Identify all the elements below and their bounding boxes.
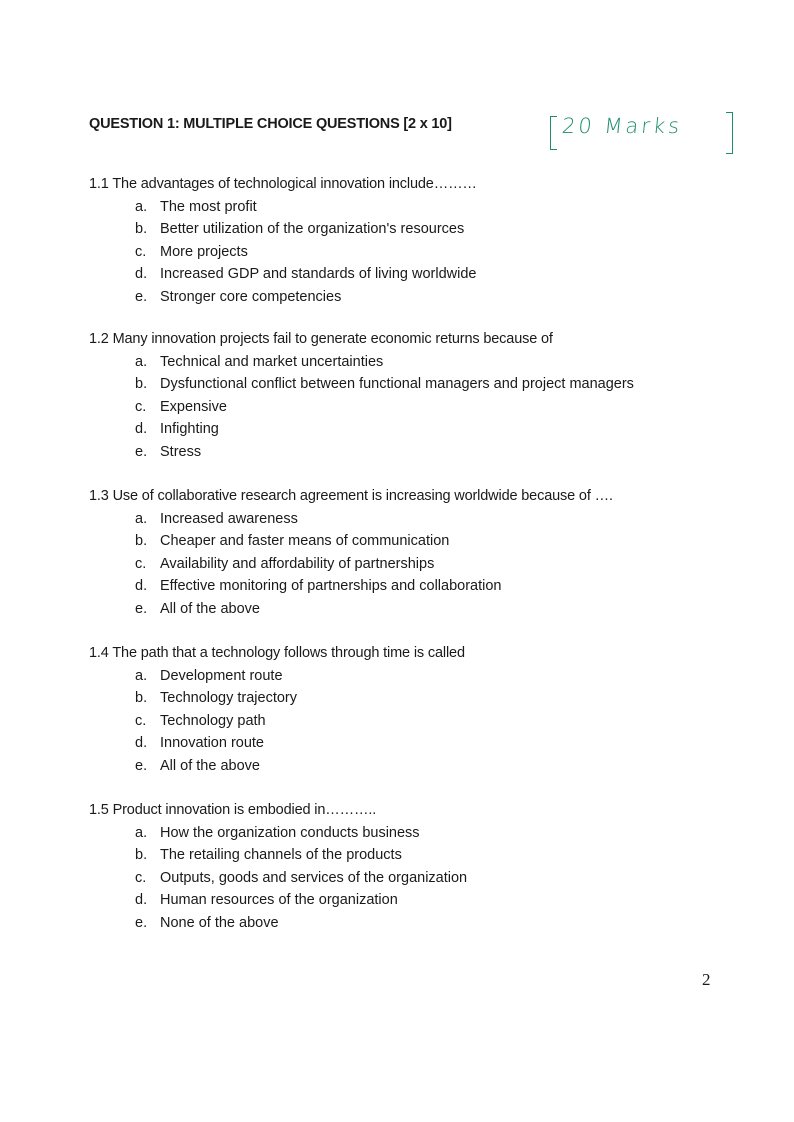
answer-option xyxy=(89,912,467,935)
answer-option xyxy=(89,263,477,286)
option-text: Effective monitoring of partnerships and collaboration xyxy=(160,578,502,594)
option-text: Development route xyxy=(160,667,283,684)
option-text: None of the above xyxy=(160,914,279,931)
option-text: Infighting xyxy=(160,421,219,437)
answer-option xyxy=(89,241,477,264)
answer-option xyxy=(89,218,477,241)
option-text: Stronger core competencies xyxy=(160,288,342,305)
option-letter: d. xyxy=(135,892,148,908)
question-stem: 1.3 Use of collaborative research agreement is increasing worldwide because of …. xyxy=(89,488,613,504)
option-text: Outputs, goods and services of the organization xyxy=(160,869,468,886)
question-5 xyxy=(89,799,467,934)
option-letter: e. xyxy=(135,443,148,460)
option-letter: e. xyxy=(135,914,148,931)
option-text: Human resources of the organization xyxy=(160,892,398,908)
option-letter: b. xyxy=(135,376,148,392)
option-text: Increased awareness xyxy=(160,510,298,527)
answer-option xyxy=(89,441,634,464)
option-text: Innovation route xyxy=(160,735,264,751)
answer-option xyxy=(89,710,465,733)
option-text: Increased GDP and standards of living worldwide xyxy=(160,266,477,282)
answer-option xyxy=(89,844,467,867)
answer-option xyxy=(89,530,613,553)
option-letter: a. xyxy=(135,824,148,841)
answer-option xyxy=(89,373,634,396)
right-bracket xyxy=(726,112,733,154)
answer-option xyxy=(89,687,465,710)
option-text: The most profit xyxy=(160,198,257,215)
option-text: Technology path xyxy=(160,712,266,729)
option-text: Cheaper and faster means of communication xyxy=(160,533,450,549)
option-letter: d. xyxy=(135,421,148,437)
answer-option xyxy=(89,889,467,912)
answer-option xyxy=(89,755,465,778)
option-letter: a. xyxy=(135,353,148,370)
answer-option xyxy=(89,508,613,531)
option-text: Stress xyxy=(160,443,202,460)
option-text: More projects xyxy=(160,243,248,260)
option-text: The retailing channels of the products xyxy=(160,847,402,863)
option-text: Better utilization of the organization's resources xyxy=(160,221,465,237)
option-letter: c. xyxy=(135,555,147,572)
option-letter: a. xyxy=(135,667,148,684)
option-letter: c. xyxy=(135,243,147,260)
option-text: Dysfunctional conflict between functional managers and project managers xyxy=(160,376,634,392)
answer-option xyxy=(89,867,467,890)
answer-option xyxy=(89,665,465,688)
option-letter: b. xyxy=(135,847,148,863)
option-text: All of the above xyxy=(160,757,260,774)
option-letter: c. xyxy=(135,869,147,886)
left-bracket xyxy=(550,116,557,150)
option-text: Expensive xyxy=(160,398,227,415)
answer-option xyxy=(89,418,634,441)
marks-text: 20 Marks xyxy=(560,114,684,138)
option-text: Technology trajectory xyxy=(160,690,298,706)
option-letter: e. xyxy=(135,288,148,305)
answer-option xyxy=(89,351,634,374)
answer-option xyxy=(89,598,613,621)
question-3 xyxy=(89,485,613,620)
option-letter: b. xyxy=(135,221,148,237)
option-letter: d. xyxy=(135,266,148,282)
option-letter: c. xyxy=(135,712,147,729)
handwritten-marks-annotation xyxy=(548,108,748,156)
section-heading: QUESTION 1: MULTIPLE CHOICE QUESTIONS [2 x 10] xyxy=(89,116,452,132)
option-text: Technical and market uncertainties xyxy=(160,353,384,370)
option-letter: b. xyxy=(135,690,148,706)
question-stem: 1.1 The advantages of technological innovation include……… xyxy=(89,176,477,192)
option-letter: b. xyxy=(135,533,148,549)
option-text: Availability and affordability of partnerships xyxy=(160,555,435,572)
question-stem: 1.4 The path that a technology follows through time is called xyxy=(89,645,465,661)
answer-option xyxy=(89,553,613,576)
question-stem: 1.2 Many innovation projects fail to generate economic returns because of xyxy=(89,331,553,347)
option-letter: c. xyxy=(135,398,147,415)
answer-option xyxy=(89,196,477,219)
option-letter: a. xyxy=(135,198,148,215)
option-letter: e. xyxy=(135,757,148,774)
option-letter: e. xyxy=(135,600,148,617)
option-letter: d. xyxy=(135,578,148,594)
answer-option xyxy=(89,286,477,309)
answer-option xyxy=(89,396,634,419)
answer-option xyxy=(89,822,467,845)
option-text: How the organization conducts business xyxy=(160,824,420,841)
question-2 xyxy=(89,328,634,463)
question-1 xyxy=(89,173,477,308)
answer-option xyxy=(89,575,613,598)
page-number: 2 xyxy=(702,970,711,989)
answer-option xyxy=(89,732,465,755)
question-4 xyxy=(89,642,465,777)
option-letter: a. xyxy=(135,510,148,527)
option-text: All of the above xyxy=(160,600,260,617)
option-letter: d. xyxy=(135,735,148,751)
question-stem: 1.5 Product innovation is embodied in……….. xyxy=(89,802,377,818)
